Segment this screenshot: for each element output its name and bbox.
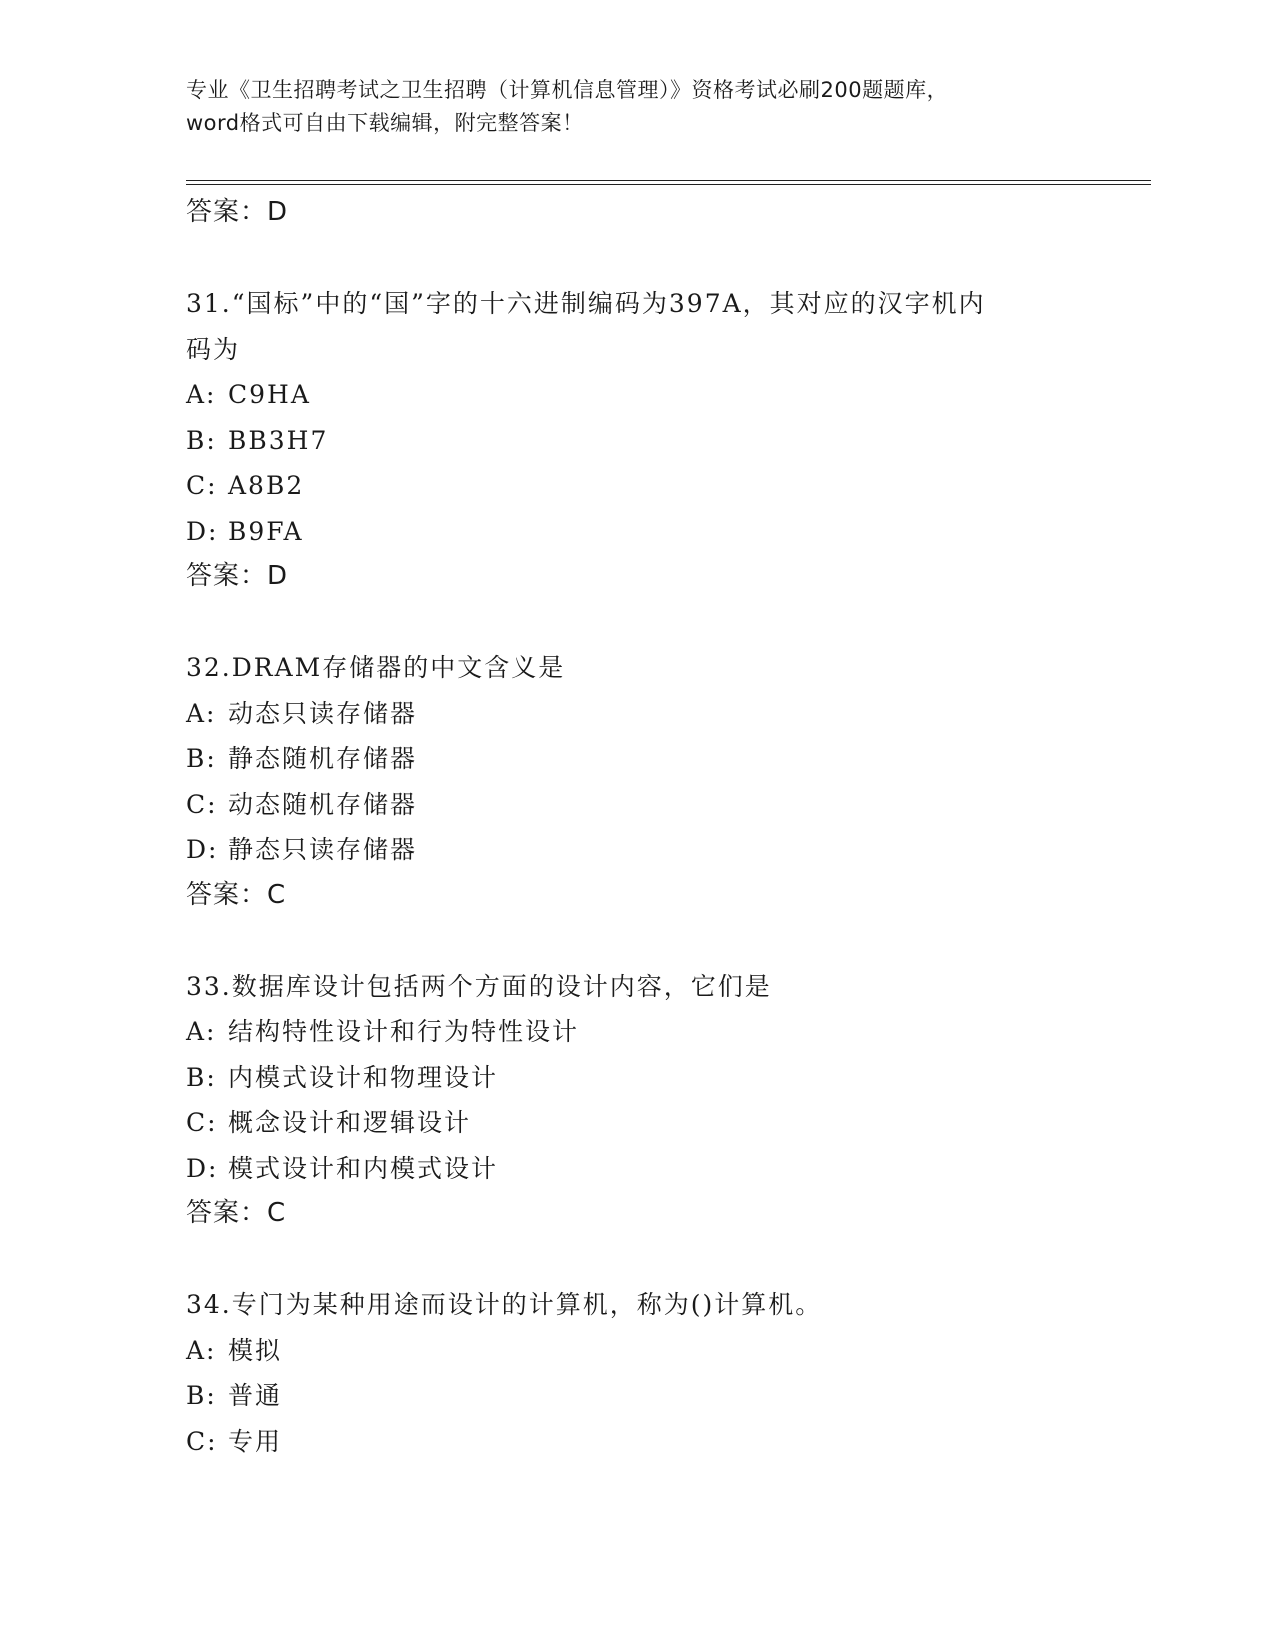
option-label: D: [186,835,219,864]
answer-line: 答案：D [186,561,289,591]
option-label: A: [186,698,217,728]
option-text: 动态只读存储器 [228,698,418,728]
option-label: D: [186,1153,219,1183]
option-b [186,1373,1086,1419]
option-text: 模拟 [228,1335,283,1365]
option-d [186,509,1086,555]
option-b [186,736,1086,782]
header-divider-top [186,180,1151,181]
option-text: 静态随机存储器 [228,744,418,773]
header-line-1: 专业《卫生招聘考试之卫生招聘（计算机信息管理）》资格考试必刷200题题库， [186,78,949,102]
option-text: 专用 [228,1426,283,1456]
option-label: C: [186,1426,218,1456]
option-label: B: [186,1062,217,1092]
question-block-32 [186,645,1086,918]
option-b [186,418,1086,464]
option-text: A8B2 [228,471,305,500]
option-a [186,691,1086,737]
question-block-31 [186,281,1086,600]
document-header [186,74,1086,140]
header-line-2: word格式可自由下载编辑，附完整答案！ [186,111,584,135]
option-text: 普通 [228,1381,283,1410]
previous-answer: 答案：D [186,197,289,227]
option-text: 动态随机存储器 [228,789,418,819]
option-label: A: [186,1335,217,1365]
option-text: B9FA [228,516,304,546]
question-stem-line1: 34.专门为某种用途而设计的计算机，称为()计算机。 [186,1290,823,1319]
option-b [186,1055,1086,1101]
option-label: C: [186,789,218,819]
option-text: 静态只读存储器 [228,835,418,864]
option-label: C: [186,471,218,500]
question-stem-line2: 码为 [186,334,241,364]
option-d [186,827,1086,873]
option-label: B: [186,744,217,773]
question-block-33 [186,964,1086,1237]
option-c [186,1100,1086,1146]
answer-line: 答案：C [186,1198,287,1228]
option-text: 概念设计和逻辑设计 [228,1108,472,1137]
option-c [186,463,1086,509]
option-text: 结构特性设计和行为特性设计 [228,1017,580,1046]
question-block-34 [186,1282,1086,1464]
option-a [186,1009,1086,1055]
header-divider-bottom [186,184,1151,185]
option-label: A: [186,1017,217,1046]
option-text: BB3H7 [228,425,329,455]
option-label: A: [186,380,217,409]
question-stem-line1: 33.数据库设计包括两个方面的设计内容，它们是 [186,971,772,1001]
option-label: D: [186,516,219,546]
question-stem-line1: 32.DRAM存储器的中文含义是 [186,653,566,682]
option-label: C: [186,1108,218,1137]
option-text: C9HA [228,380,311,409]
question-list [186,190,1086,1464]
option-d [186,1146,1086,1192]
question-stem-line1: 31.“国标”中的“国”字的十六进制编码为397A，其对应的汉字机内 [186,289,986,318]
option-text: 模式设计和内模式设计 [228,1153,499,1183]
option-a [186,372,1086,418]
option-a [186,1328,1086,1374]
option-label: B: [186,425,217,455]
option-c [186,1419,1086,1465]
answer-line: 答案：C [186,879,287,910]
option-text: 内模式设计和物理设计 [228,1062,499,1092]
option-c [186,782,1086,828]
option-label: B: [186,1381,217,1410]
